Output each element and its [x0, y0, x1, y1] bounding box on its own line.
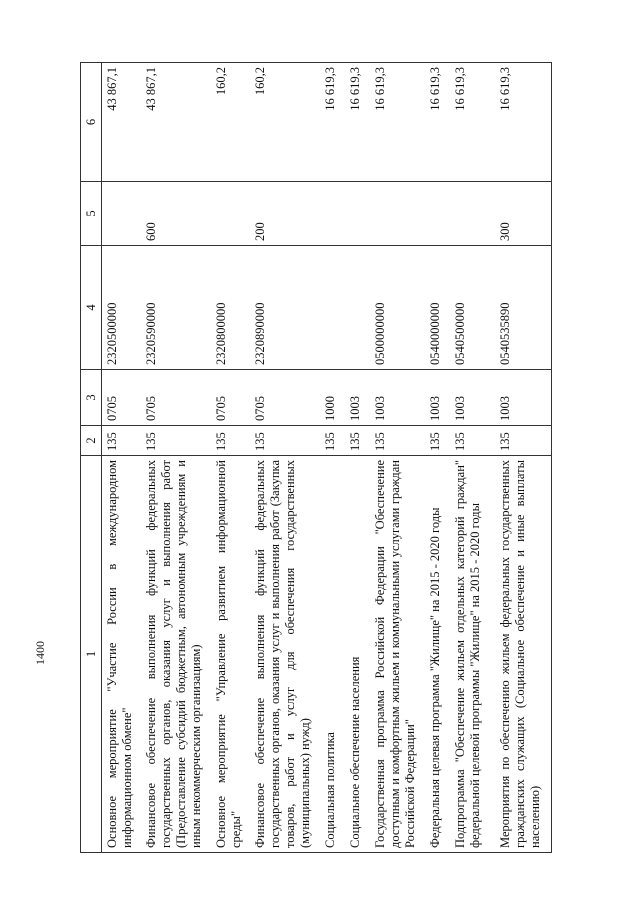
cell-ministry: 135: [320, 426, 345, 456]
table-header-row: [81, 63, 102, 853]
cell-section: 0705: [141, 370, 211, 426]
cell-type: [102, 182, 141, 246]
cell-type: [211, 182, 250, 246]
cell-section: 1003: [425, 370, 450, 426]
cell-ministry: 135: [370, 426, 425, 456]
table-row: [141, 63, 211, 853]
table-row: [345, 63, 370, 853]
cell-amount: 16 619,3: [370, 63, 425, 182]
cell-name: Федеральная целевая программа "Жилище" на 2015 - 2020 годы: [425, 456, 450, 853]
cell-section: 1003: [495, 370, 552, 426]
cell-section: 1003: [370, 370, 425, 426]
table-row: [425, 63, 450, 853]
cell-type: [450, 182, 495, 246]
cell-section: 1000: [320, 370, 345, 426]
cell-name: Социальное обеспечение населения: [345, 456, 370, 853]
cell-target: [320, 246, 345, 370]
cell-name: Финансовое обеспечение выполнения функций федеральных государственных органов, оказания услуг и выполнения работ (Закупка товаров, работ и услуг для обеспечения государственных (муниципальных) нужд): [250, 456, 320, 853]
cell-amount: 16 619,3: [425, 63, 450, 182]
cell-type: 200: [250, 182, 320, 246]
page-number: 1400: [33, 641, 47, 665]
cell-name: Основное мероприятие "Участие России в международном информационном обмене": [102, 456, 141, 853]
cell-type: [345, 182, 370, 246]
cell-type: [370, 182, 425, 246]
cell-target: 0540535890: [495, 246, 552, 370]
column-header: 3: [81, 370, 102, 426]
cell-name: Финансовое обеспечение выполнения функций федеральных государственных органов, оказания услуг и выполнения работ (Предоставление субсидий бюджетным, автономным учреждениям и иным некоммерческим организациям): [141, 456, 211, 853]
cell-target: 0540500000: [450, 246, 495, 370]
column-header: 2: [81, 426, 102, 456]
cell-amount: 16 619,3: [320, 63, 345, 182]
cell-name: Подпрограмма "Обеспечение жильем отдельных категорий граждан" федеральной целевой программы "Жилище" на 2015 - 2020 годы: [450, 456, 495, 853]
cell-type: [425, 182, 450, 246]
table-row: [495, 63, 552, 853]
table-row: [320, 63, 345, 853]
cell-target: 0540000000: [425, 246, 450, 370]
cell-ministry: 135: [211, 426, 250, 456]
cell-section: 1003: [345, 370, 370, 426]
column-header: 6: [81, 63, 102, 182]
cell-target: 0500000000: [370, 246, 425, 370]
cell-amount: 16 619,3: [345, 63, 370, 182]
table-row: [370, 63, 425, 853]
cell-name: Социальная политика: [320, 456, 345, 853]
cell-target: 2320890000: [250, 246, 320, 370]
cell-name: Мероприятия по обеспечению жильем федеральных государственных гражданских служащих (Социальное обеспечение и иные выплаты населению): [495, 456, 552, 853]
table-row: [102, 63, 141, 853]
table-row: [211, 63, 250, 853]
cell-amount: 16 619,3: [495, 63, 552, 182]
cell-amount: 43 867,1: [102, 63, 141, 182]
cell-target: [345, 246, 370, 370]
cell-ministry: 135: [250, 426, 320, 456]
cell-amount: 43 867,1: [141, 63, 211, 182]
cell-name: Основное мероприятие "Управление развитием информационной среды": [211, 456, 250, 853]
cell-target: 2320800000: [211, 246, 250, 370]
cell-ministry: 135: [495, 426, 552, 456]
cell-section: 0705: [102, 370, 141, 426]
cell-amount: 16 619,3: [450, 63, 495, 182]
cell-amount: 160,2: [211, 63, 250, 182]
cell-section: 1003: [450, 370, 495, 426]
cell-ministry: 135: [102, 426, 141, 456]
column-header: 1: [81, 456, 102, 853]
cell-ministry: 135: [141, 426, 211, 456]
cell-name: Государственная программа Российской Федерации "Обеспечение доступным и комфортным жильем и коммунальными услугами граждан Российской Федерации": [370, 456, 425, 853]
cell-amount: 160,2: [250, 63, 320, 182]
cell-type: [320, 182, 345, 246]
budget-table: [80, 62, 552, 853]
cell-section: 0705: [211, 370, 250, 426]
cell-target: 2320590000: [141, 246, 211, 370]
rotated-table-area: [33, 63, 640, 853]
table-row: [250, 63, 320, 853]
cell-type: 600: [141, 182, 211, 246]
cell-ministry: 135: [450, 426, 495, 456]
cell-ministry: 135: [345, 426, 370, 456]
column-header: 4: [81, 246, 102, 370]
cell-section: 0705: [250, 370, 320, 426]
table-row: [450, 63, 495, 853]
cell-ministry: 135: [425, 426, 450, 456]
column-header: 5: [81, 182, 102, 246]
cell-type: 300: [495, 182, 552, 246]
cell-target: 2320500000: [102, 246, 141, 370]
